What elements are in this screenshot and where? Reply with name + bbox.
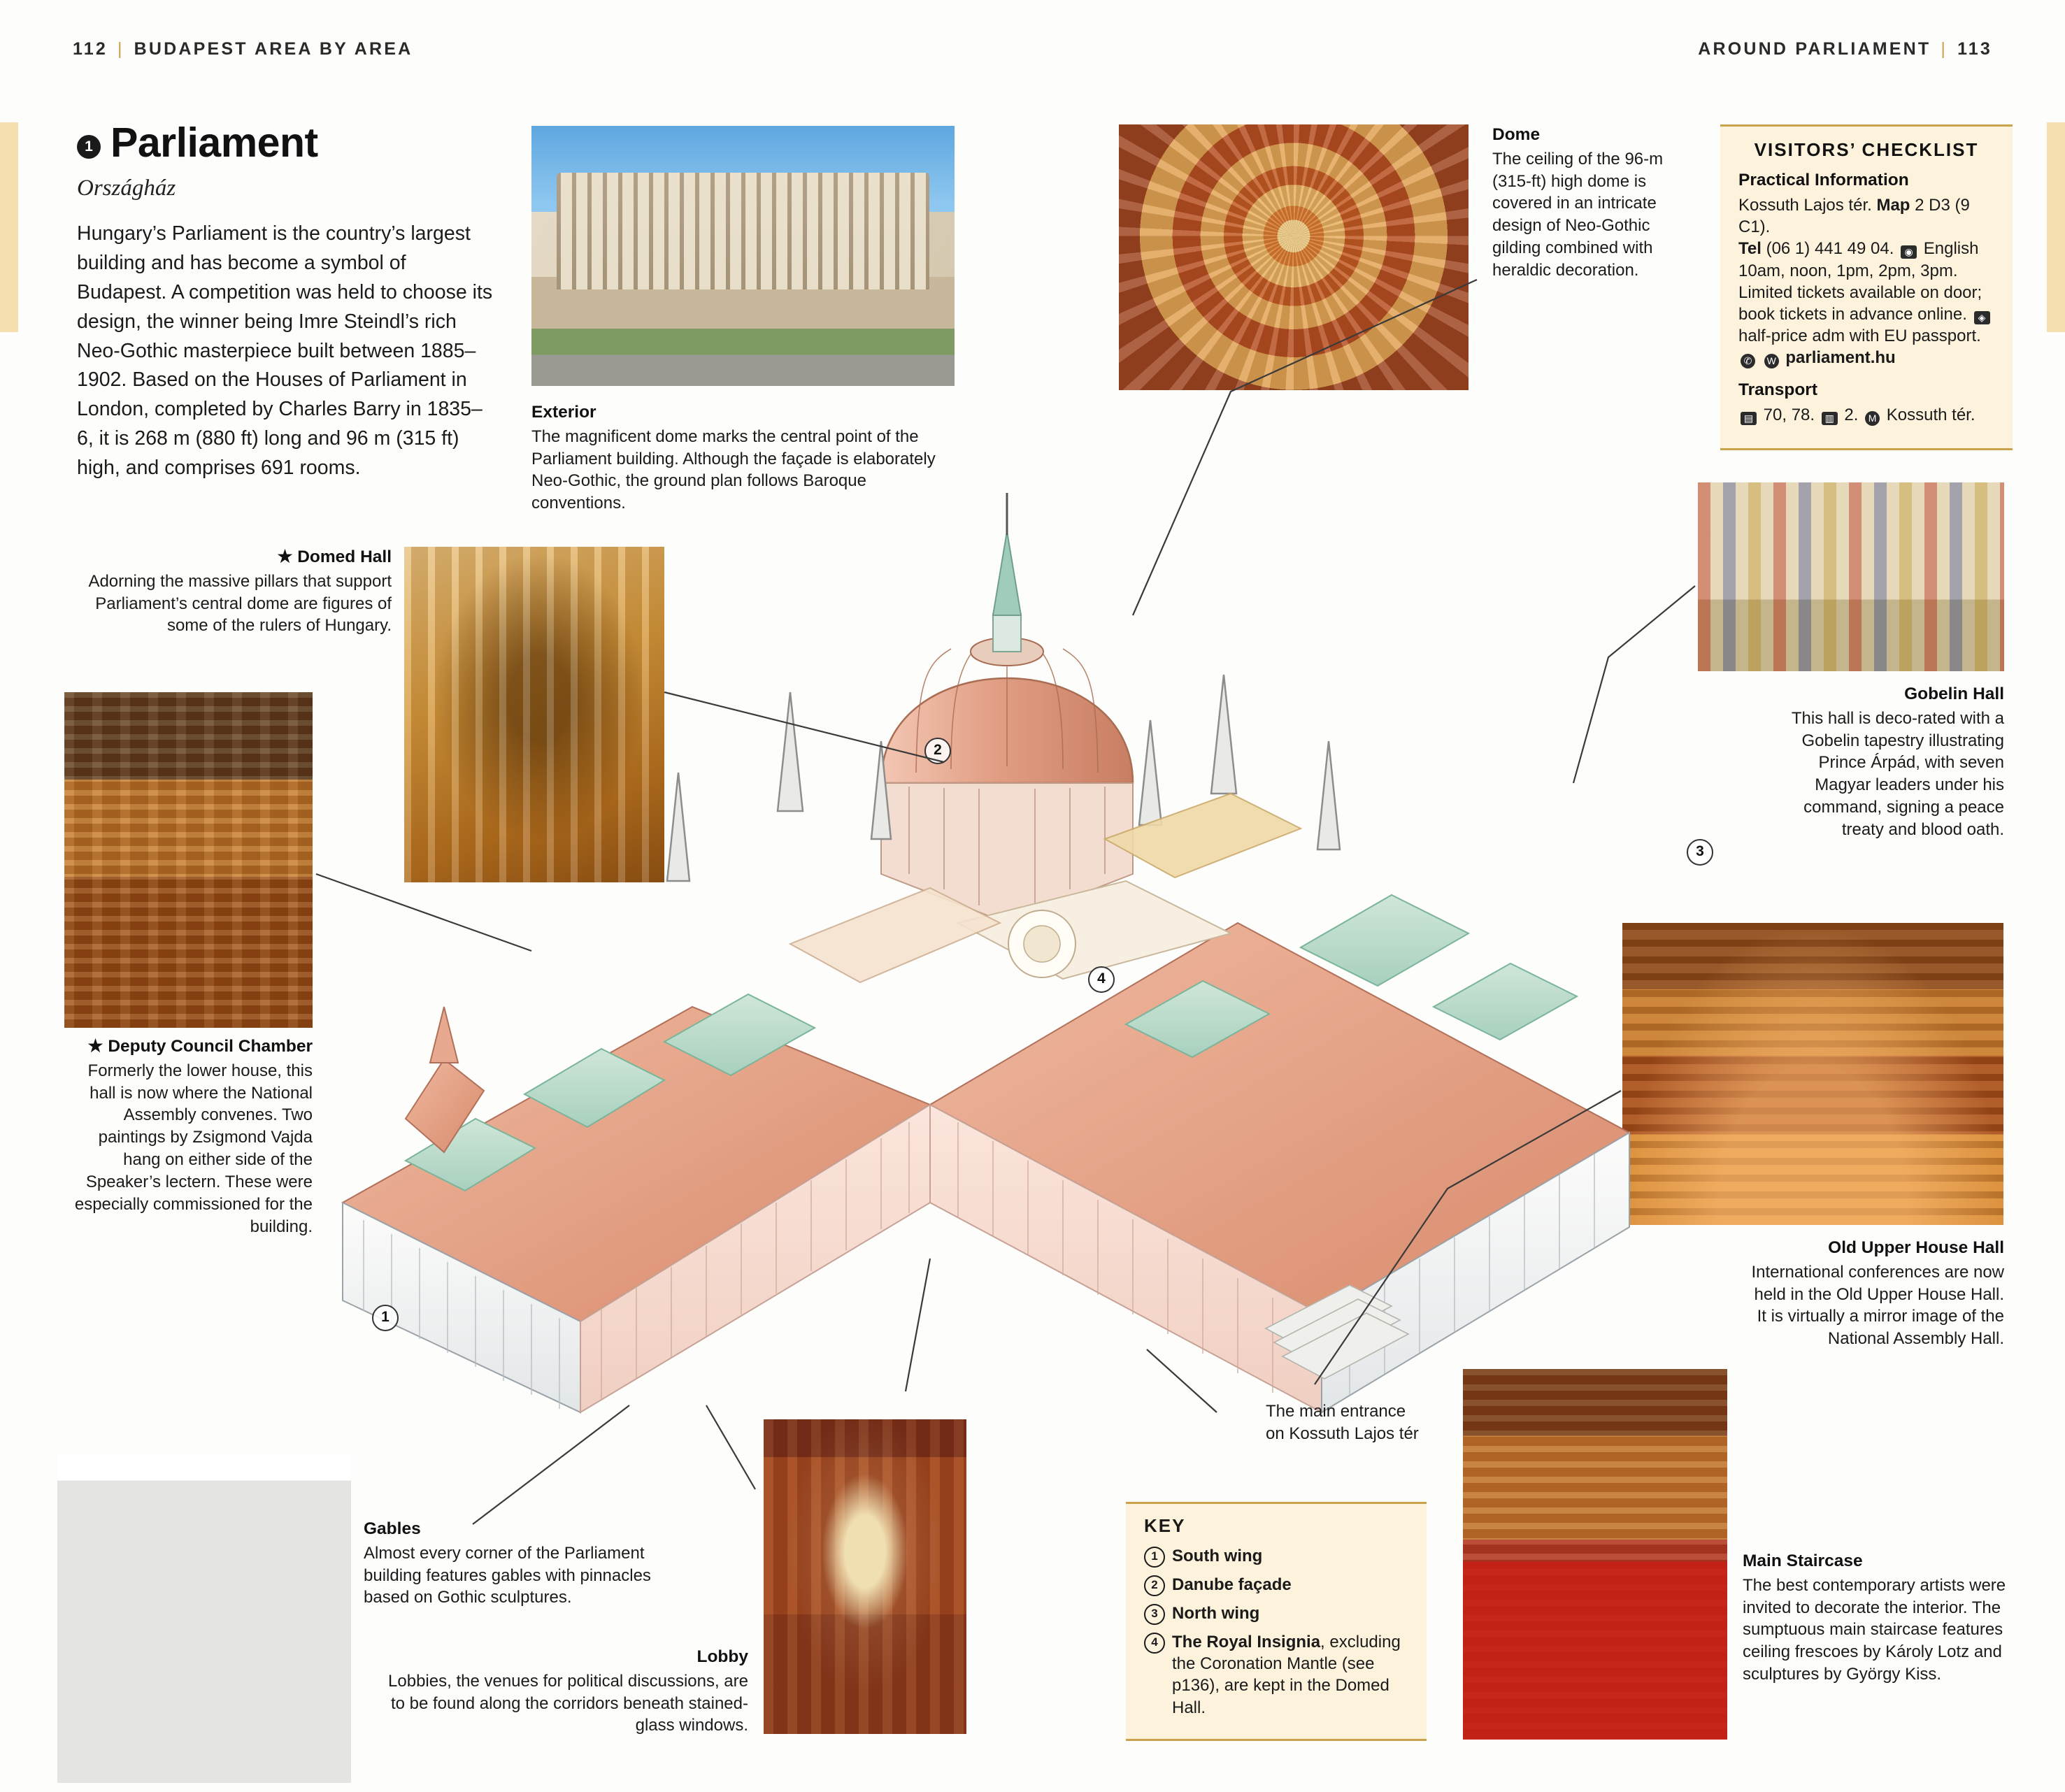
key-panel: [1126, 1502, 1427, 1741]
caption-dome: [1492, 124, 1695, 282]
caption-lobby-body: Lobbies, the venues for political discussions, are to be found along the corridors beneath stained-glass windows.: [388, 1671, 748, 1735]
tram-icon: ▥: [1822, 412, 1838, 425]
key-number-4: 4: [1144, 1633, 1165, 1654]
transport-line: [1738, 404, 1994, 426]
caption-main-staircase-title: Main Staircase: [1743, 1551, 1863, 1570]
edge-tab-right: [2047, 122, 2065, 332]
checklist-tel-label: Tel: [1738, 239, 1762, 259]
photo-deputy-council-chamber: [64, 692, 313, 1028]
metro-icon: M: [1865, 411, 1880, 426]
photo-lobby: [764, 1419, 966, 1734]
concession-icon: ◈: [1974, 311, 1990, 324]
caption-deputy-council-body: Formerly the lower house, this hall is now where the National Assembly convenes. Two paintings by Zsigmond Vajda hang on either side of the Speaker’s lectern. These were especially commissioned for the building.: [74, 1061, 313, 1236]
runhead-separator-left: |: [117, 39, 124, 59]
photo-exterior: [531, 126, 955, 386]
caption-old-upper-house-title: Old Upper House Hall: [1828, 1238, 2004, 1257]
caption-lobby: [378, 1647, 748, 1737]
running-head-left: [73, 39, 413, 59]
caption-lobby-title: Lobby: [696, 1647, 748, 1666]
checklist-concession: half-price adm with EU passport.: [1738, 327, 1981, 346]
caption-exterior: [531, 402, 951, 515]
caption-old-upper-house-body: International conferences are now held in the Old Upper House Hall. It is virtually a mirror image of the National Assembly Hall.: [1751, 1262, 2004, 1349]
edge-tab-left: [0, 122, 18, 332]
transport-heading: Transport: [1738, 380, 1817, 399]
checklist-website[interactable]: parliament.hu: [1785, 348, 1896, 368]
caption-main-entrance-body: The main entrance on Kossuth Lajos tér: [1266, 1402, 1419, 1443]
caption-gables-body: Almost every corner of the Parliament building features gables with pinnacles based on Gothic sculptures.: [364, 1543, 651, 1607]
gable-roof-shape: [90, 1493, 319, 1658]
tour-icon: ◉: [1901, 245, 1917, 259]
marker-royal-insignia[interactable]: 4: [1088, 966, 1115, 993]
caption-gables: [364, 1519, 692, 1609]
checklist-metro: Kossuth tér.: [1886, 405, 1975, 424]
caption-main-staircase: [1743, 1551, 2008, 1686]
visitors-checklist-panel: [1720, 124, 2013, 450]
key-label-1: South wing: [1172, 1547, 1263, 1565]
key-label-2: Danube façade: [1172, 1575, 1292, 1594]
key-number-1: 1: [1144, 1547, 1165, 1568]
caption-exterior-title: Exterior: [531, 403, 596, 422]
bus-icon: ▤: [1741, 412, 1757, 425]
checklist-address-line: [1738, 194, 1994, 369]
caption-main-staircase-body: The best contemporary artists were invited to decorate the interior. The sumptuous main staircase features ceiling frescoes by Károly Lotz and sculptures by György Kiss.: [1743, 1575, 2006, 1684]
web-icon: W: [1764, 354, 1779, 368]
key-item-1: [1144, 1545, 1408, 1568]
intro-paragraph: Hungary’s Parliament is the country’s largest building and has become a symbol of Budapest. A competition was held to choose its design, the winner being Imre Steindl’s rich Neo-Gothic masterpiece built between 1885–1902. Based on the Houses of Parliament in London, completed by Charles Barry in 1835–6, it is 268 m (880 ft) long and 96 m (315 ft) high, and comprises 691 rooms.: [77, 222, 493, 480]
key-item-4: [1144, 1631, 1408, 1719]
caption-main-entrance: [1266, 1398, 1427, 1445]
checklist-map-ref: 2 D3 (9 C1).: [1738, 196, 1970, 237]
checklist-tour-times: 10am, noon, 1pm, 2pm, 3pm.: [1738, 261, 1958, 280]
parliament-cutaway-illustration: [301, 392, 1650, 1461]
caption-dome-body: The ceiling of the 96-m (315-ft) high dome is covered in an intricate design of Neo-Gothic gilding combined with heraldic decoration.: [1492, 149, 1664, 280]
key-number-2: 2: [1144, 1575, 1165, 1596]
photo-old-upper-house-hall: [1622, 923, 2003, 1225]
photo-dome-ceiling: [1119, 124, 1469, 390]
folio-left: 112: [73, 39, 108, 59]
caption-gobelin-hall-body: This hall is deco-rated with a Gobelin tapestry illustrating Prince Árpád, with seven Magyar leaders under his command, signing a peace treaty and blood oath.: [1791, 708, 2004, 840]
page-title: Parliament: [110, 120, 318, 166]
caption-domed-hall-title: ★ Domed Hall: [277, 547, 392, 566]
runhead-right-text: AROUND PARLIAMENT: [1698, 39, 1931, 59]
checklist-tickets: Limited tickets available on door; book tickets in advance online.: [1738, 282, 1982, 324]
caption-exterior-body: The magnificent dome marks the central point of the Parliament building. Although the façade is elaborately Neo-Gothic, the ground plan follows Baroque conventions.: [531, 427, 936, 513]
checklist-tel-number: (06 1) 441 49 04.: [1766, 239, 1894, 259]
caption-deputy-council-title: ★ Deputy Council Chamber: [87, 1037, 313, 1056]
photo-gobelin-hall: [1698, 482, 2004, 671]
photo-gable: [57, 1454, 351, 1783]
key-label-4: The Royal Insignia: [1172, 1633, 1321, 1651]
phone-icon: ✆: [1741, 354, 1755, 368]
caption-domed-hall-body: Adorning the massive pillars that support Parliament’s central dome are figures of some of the rulers of Hungary.: [88, 571, 392, 636]
marker-south-wing[interactable]: 1: [372, 1305, 399, 1331]
marker-north-wing[interactable]: 3: [1687, 839, 1713, 866]
caption-dome-title: Dome: [1492, 125, 1541, 144]
gable-arcade: [81, 1676, 328, 1770]
checklist-address: Kossuth Lajos tér.: [1738, 196, 1872, 215]
practical-information-heading: Practical Information: [1738, 171, 1909, 189]
caption-domed-hall: [84, 547, 392, 637]
key-heading: KEY: [1144, 1515, 1186, 1536]
caption-old-upper-house: [1745, 1238, 2004, 1350]
checklist-bus: 70, 78.: [1763, 405, 1815, 424]
checklist-tram: 2.: [1844, 405, 1859, 424]
page-subtitle: Országház: [77, 175, 176, 201]
checklist-map-label: Map: [1876, 196, 1910, 215]
key-note-4: , excluding the Coronation Mantle (see p136), are kept in the Domed Hall.: [1172, 1633, 1401, 1717]
visitors-checklist-heading: VISITORS’ CHECKLIST: [1754, 139, 1979, 160]
running-head-right: [1698, 39, 1992, 59]
caption-deputy-council: [64, 1036, 313, 1238]
runhead-separator-right: |: [1941, 39, 1948, 59]
caption-gobelin-hall: [1790, 684, 2004, 841]
sight-number-badge: 1: [77, 135, 101, 159]
runhead-left-text: BUDAPEST AREA BY AREA: [134, 39, 413, 59]
key-item-2: [1144, 1574, 1408, 1596]
key-label-3: North wing: [1172, 1604, 1260, 1623]
folio-right: 113: [1957, 39, 1992, 59]
caption-gobelin-hall-title: Gobelin Hall: [1904, 684, 2004, 703]
key-number-3: 3: [1144, 1604, 1165, 1625]
marker-danube-facade[interactable]: 2: [924, 738, 951, 764]
checklist-tour-language: English: [1923, 239, 1979, 259]
caption-gables-title: Gables: [364, 1519, 421, 1538]
key-item-3: [1144, 1603, 1408, 1625]
